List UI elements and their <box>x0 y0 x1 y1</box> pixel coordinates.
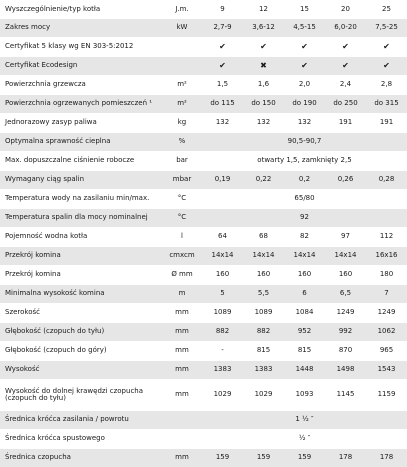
spec-row <box>0 323 407 342</box>
row-label: Optymalna sprawność cieplna <box>0 133 162 152</box>
spec-row <box>0 449 407 467</box>
row-value-4: 1159 <box>366 380 407 411</box>
row-value-1 <box>243 57 284 76</box>
row-value-4: 180 <box>366 266 407 285</box>
row-value-merged: 1 ½ ″ <box>202 411 407 430</box>
row-unit: mbar <box>162 171 202 190</box>
row-value-3: 178 <box>325 449 366 467</box>
row-label: Szerokość <box>0 304 162 323</box>
row-value-1: do 150 <box>243 95 284 114</box>
spec-row <box>0 57 407 76</box>
row-value-1: 882 <box>243 323 284 342</box>
spec-row <box>0 411 407 430</box>
row-label: Średnica króćca zasilania / powrotu <box>0 411 162 430</box>
row-value-2 <box>284 38 325 57</box>
row-value-3 <box>325 38 366 57</box>
row-unit: bar <box>162 152 202 171</box>
row-label: Wysokość do dolnej krawędzi czopucha (czopuch do tyłu) <box>0 380 162 411</box>
row-value-2 <box>284 57 325 76</box>
row-value-2: 132 <box>284 114 325 133</box>
row-value-4: do 315 <box>366 95 407 114</box>
row-unit: Ø mm <box>162 266 202 285</box>
row-value-2: 14x14 <box>284 247 325 266</box>
row-label: Temperatura spalin dla mocy nominalnej <box>0 209 162 228</box>
row-value-4: 191 <box>366 114 407 133</box>
row-value-4 <box>366 38 407 57</box>
row-value-1: 160 <box>243 266 284 285</box>
check-icon: ✔ <box>383 42 390 51</box>
row-unit: kg <box>162 114 202 133</box>
row-value-1: 14x14 <box>243 247 284 266</box>
row-unit: mm <box>162 449 202 467</box>
check-icon: ✔ <box>342 42 349 51</box>
row-value-1: 3,6-12 <box>243 19 284 38</box>
row-value-2: 1448 <box>284 361 325 380</box>
check-icon: ✔ <box>301 61 308 70</box>
spec-row <box>0 114 407 133</box>
row-value-1: 1383 <box>243 361 284 380</box>
row-label: Wymagany ciąg spalin <box>0 171 162 190</box>
row-label: Wysokość <box>0 361 162 380</box>
row-value-2: 6 <box>284 285 325 304</box>
row-value-0: 882 <box>202 323 243 342</box>
row-value-3: 870 <box>325 342 366 361</box>
row-value-1: 5,5 <box>243 285 284 304</box>
row-unit <box>162 38 202 57</box>
row-value-0: 1,5 <box>202 76 243 95</box>
row-unit: mm <box>162 342 202 361</box>
row-label: Średnica króćca spustowego <box>0 430 162 449</box>
row-value-merged: 92 <box>202 209 407 228</box>
header-row <box>0 1 407 19</box>
row-value-2: 159 <box>284 449 325 467</box>
spec-row <box>0 171 407 190</box>
row-value-2: do 190 <box>284 95 325 114</box>
row-value-4: 2,8 <box>366 76 407 95</box>
row-value-3 <box>325 57 366 76</box>
row-value-1: 1089 <box>243 304 284 323</box>
row-value-4: 1543 <box>366 361 407 380</box>
spec-row <box>0 209 407 228</box>
row-value-merged: otwarty 1,5, zamknięty 2,5 <box>202 152 407 171</box>
row-value-1: 68 <box>243 228 284 247</box>
row-value-4: 965 <box>366 342 407 361</box>
row-value-3: 14x14 <box>325 247 366 266</box>
row-value-2: 1093 <box>284 380 325 411</box>
row-value-4: 0,28 <box>366 171 407 190</box>
row-value-0: 14x14 <box>202 247 243 266</box>
row-value-3: 992 <box>325 323 366 342</box>
spec-row <box>0 76 407 95</box>
row-label: Powierzchnia ogrzewanych pomieszczeń ¹ <box>0 95 162 114</box>
check-icon: ✔ <box>260 42 267 51</box>
row-value-0: 2,7-9 <box>202 19 243 38</box>
row-unit: kW <box>162 19 202 38</box>
row-value-1: 1029 <box>243 380 284 411</box>
row-value-2: 0,2 <box>284 171 325 190</box>
row-value-4: 7 <box>366 285 407 304</box>
row-label: Głębokość (czopuch do tyłu) <box>0 323 162 342</box>
row-value-1: 815 <box>243 342 284 361</box>
row-value-2: 4,5-15 <box>284 19 325 38</box>
row-label: Temperatura wody na zasilaniu min/max. <box>0 190 162 209</box>
spec-table-body <box>0 1 407 467</box>
row-value-1: 1,6 <box>243 76 284 95</box>
spec-row <box>0 342 407 361</box>
row-unit: mm <box>162 323 202 342</box>
row-label: Max. dopuszczalne ciśnienie robocze <box>0 152 162 171</box>
row-value-2: 160 <box>284 266 325 285</box>
spec-row <box>0 380 407 411</box>
header-type-20: 20 <box>325 1 366 19</box>
header-unit: J.m. <box>162 1 202 19</box>
row-value-3: 2,4 <box>325 76 366 95</box>
row-value-4: 1062 <box>366 323 407 342</box>
row-label: Przekrój komina <box>0 266 162 285</box>
row-value-2: 815 <box>284 342 325 361</box>
row-value-3: 160 <box>325 266 366 285</box>
row-value-2: 1084 <box>284 304 325 323</box>
row-unit <box>162 411 202 430</box>
spec-row <box>0 304 407 323</box>
spec-row <box>0 285 407 304</box>
row-value-0: 1089 <box>202 304 243 323</box>
row-label: Zakres mocy <box>0 19 162 38</box>
check-icon: ✔ <box>219 42 226 51</box>
row-value-3: 1498 <box>325 361 366 380</box>
row-value-4: 16x16 <box>366 247 407 266</box>
row-value-merged: 90,5-90,7 <box>202 133 407 152</box>
row-value-0: 64 <box>202 228 243 247</box>
spec-row <box>0 95 407 114</box>
check-icon: ✔ <box>219 61 226 70</box>
row-value-0: do 115 <box>202 95 243 114</box>
row-value-0: 160 <box>202 266 243 285</box>
row-label: Średnica czopucha <box>0 449 162 467</box>
row-value-1: 159 <box>243 449 284 467</box>
row-value-0 <box>202 57 243 76</box>
header-type-15: 15 <box>284 1 325 19</box>
row-unit: m² <box>162 76 202 95</box>
row-value-0: 159 <box>202 449 243 467</box>
row-value-4 <box>366 57 407 76</box>
row-unit: cmxcm <box>162 247 202 266</box>
row-value-merged: 65/80 <box>202 190 407 209</box>
row-unit: % <box>162 133 202 152</box>
spec-row <box>0 38 407 57</box>
row-label: Certyfikat 5 klasy wg EN 303-5:2012 <box>0 38 162 57</box>
row-value-0: - <box>202 342 243 361</box>
check-icon: ✔ <box>383 61 390 70</box>
row-unit: m <box>162 285 202 304</box>
check-icon: ✔ <box>301 42 308 51</box>
row-value-3: 191 <box>325 114 366 133</box>
row-value-0: 5 <box>202 285 243 304</box>
row-label: Certyfikat Ecodesign <box>0 57 162 76</box>
row-value-3: 1249 <box>325 304 366 323</box>
row-value-2: 2,0 <box>284 76 325 95</box>
row-value-merged: ½ ″ <box>202 430 407 449</box>
row-value-1: 0,22 <box>243 171 284 190</box>
header-type-9: 9 <box>202 1 243 19</box>
row-value-3: 6,5 <box>325 285 366 304</box>
row-unit: mm <box>162 304 202 323</box>
row-value-2: 82 <box>284 228 325 247</box>
check-icon: ✔ <box>342 61 349 70</box>
row-value-3: 97 <box>325 228 366 247</box>
row-unit: °C <box>162 190 202 209</box>
row-label: Minimalna wysokość komina <box>0 285 162 304</box>
spec-row <box>0 228 407 247</box>
row-unit: l <box>162 228 202 247</box>
row-value-1 <box>243 38 284 57</box>
row-label: Pojemność wodna kotła <box>0 228 162 247</box>
header-label: Wyszczególnienie/typ kotła <box>0 1 162 19</box>
spec-row <box>0 152 407 171</box>
cross-icon: ✖ <box>260 61 267 70</box>
row-unit: mm <box>162 380 202 411</box>
row-unit: °C <box>162 209 202 228</box>
row-unit <box>162 57 202 76</box>
row-value-4: 112 <box>366 228 407 247</box>
row-value-3: 6,0-20 <box>325 19 366 38</box>
spec-row <box>0 19 407 38</box>
row-value-0 <box>202 38 243 57</box>
row-value-0: 1029 <box>202 380 243 411</box>
row-value-0: 0,19 <box>202 171 243 190</box>
row-label: Powierzchnia grzewcza <box>0 76 162 95</box>
spec-row <box>0 361 407 380</box>
spec-row <box>0 266 407 285</box>
row-value-0: 132 <box>202 114 243 133</box>
row-label: Przekrój komina <box>0 247 162 266</box>
header-type-25: 25 <box>366 1 407 19</box>
spec-row <box>0 133 407 152</box>
header-type-12: 12 <box>243 1 284 19</box>
spec-row <box>0 190 407 209</box>
row-unit: mm <box>162 361 202 380</box>
row-value-2: 952 <box>284 323 325 342</box>
row-label: Jednorazowy zasyp paliwa <box>0 114 162 133</box>
row-value-4: 178 <box>366 449 407 467</box>
row-value-0: 1383 <box>202 361 243 380</box>
row-value-3: 0,26 <box>325 171 366 190</box>
spec-row <box>0 430 407 449</box>
spec-row <box>0 247 407 266</box>
row-unit <box>162 430 202 449</box>
row-value-4: 1249 <box>366 304 407 323</box>
row-label: Głębokość (czopuch do góry) <box>0 342 162 361</box>
row-value-1: 132 <box>243 114 284 133</box>
row-value-3: do 250 <box>325 95 366 114</box>
row-value-4: 7,5-25 <box>366 19 407 38</box>
row-unit: m² <box>162 95 202 114</box>
row-value-3: 1145 <box>325 380 366 411</box>
